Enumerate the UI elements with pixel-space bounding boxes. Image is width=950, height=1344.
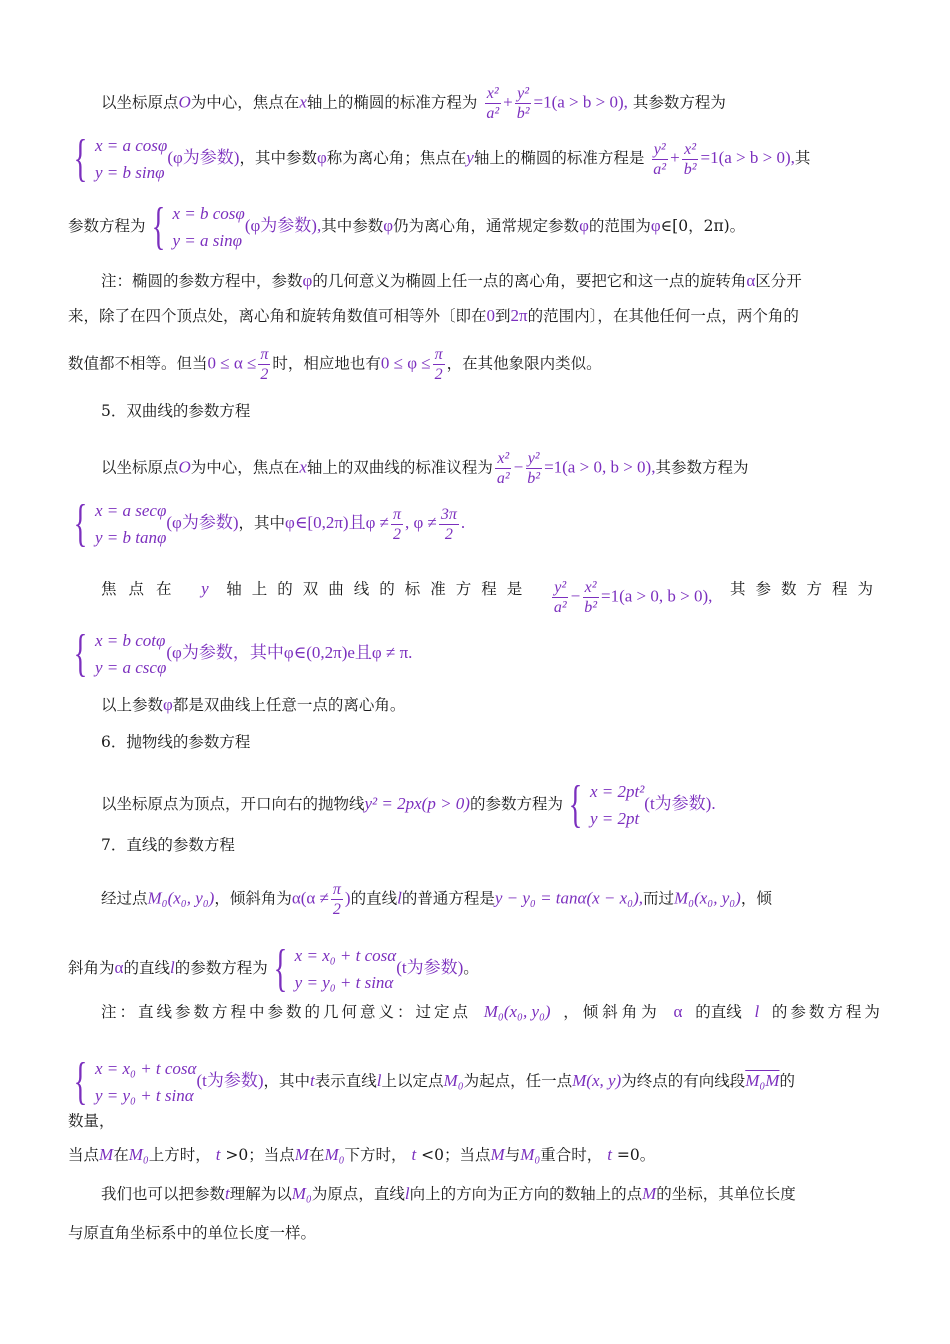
text: ，倾斜角为 — [563, 1003, 661, 1021]
hyperbola-note — [101, 694, 883, 716]
var-phi: φ — [579, 216, 589, 235]
var-l: l — [397, 888, 402, 908]
text: 轴上的椭圆的标准方程为 — [306, 93, 478, 112]
param-note: (φ为参数) — [166, 513, 239, 532]
text: 当点 — [68, 1146, 100, 1164]
text: =0。 — [616, 1146, 656, 1164]
point-M0: M₀ — [443, 1071, 464, 1090]
equation-tail: =1(a > b > 0), — [533, 92, 628, 112]
param-note: (t为参数). — [644, 794, 716, 813]
text: 的坐标，其单位长度 — [656, 1185, 796, 1203]
line-param-line — [68, 942, 883, 996]
text: 为起点，任一点 — [463, 1072, 573, 1090]
text: 为中心，焦点在 — [190, 458, 300, 477]
text: 在 — [308, 1146, 325, 1164]
var-phi: φ — [316, 148, 327, 167]
line-note-1 — [101, 1001, 883, 1023]
text: 的范围为 — [588, 217, 651, 235]
var-x: x — [299, 457, 307, 477]
text: 重合时， — [540, 1146, 603, 1164]
parabola-equation: y² = 2px(p > 0) — [364, 794, 470, 813]
two-pi: 2π — [510, 306, 528, 325]
line-note-3: 数量， — [68, 1112, 115, 1130]
text: 以坐标原点 — [101, 458, 179, 477]
var-t: t — [607, 1145, 612, 1164]
var-t: t — [215, 1145, 221, 1164]
text: 到 — [495, 307, 511, 325]
hyperbola-param-line-2 — [68, 627, 883, 681]
point-M0: M₀ — [128, 1145, 149, 1164]
text: 注：直线参数方程中参数的几何意义：过定点 — [101, 1003, 472, 1021]
line-note-5 — [101, 1183, 883, 1205]
text: ，倾斜角为 — [214, 889, 292, 908]
text: 。 — [463, 959, 479, 977]
text: 的普通方程是 — [401, 889, 495, 908]
text: 的参数方程为 — [771, 1003, 883, 1021]
var-O: O — [178, 457, 191, 477]
text: 以坐标原点 — [101, 93, 179, 112]
fraction-pi-2: $\frac{\pi}{2}$ — [392, 505, 401, 543]
var-x: x — [299, 92, 307, 112]
period: . — [460, 513, 466, 532]
section-heading-5: 5．双曲线的参数方程 — [101, 402, 251, 420]
text: 为中心，焦点在 — [190, 93, 300, 112]
inequality-phi: 0 ≤ φ ≤ — [380, 353, 431, 373]
var-M: M — [490, 1145, 505, 1164]
point-M0: M₀ — [324, 1145, 345, 1164]
text: ∈[0，2π)。 — [660, 217, 746, 235]
var-phi: φ — [383, 216, 394, 235]
fraction-x2-b2: $\frac{\text{x²}}{\text{b²}}$ — [683, 140, 697, 178]
text: 时，相应地也有 — [272, 354, 381, 373]
text: 经过点 — [101, 889, 148, 908]
text: ，倾 — [740, 889, 772, 908]
hyperbola-param-line — [68, 497, 883, 551]
note-line-1 — [101, 270, 883, 292]
text: 我们也可以把参数 — [101, 1185, 226, 1203]
var-t: t — [225, 1184, 230, 1203]
text: 仍为离心角，通常规定参数 — [393, 217, 580, 235]
text: 其参数方程为 — [729, 580, 883, 598]
text: 其 — [794, 149, 811, 167]
text: 其参数方程为 — [655, 458, 749, 477]
text: 的几何意义为椭圆上任一点的离心角，要把它和这一点的旋转角 — [312, 272, 747, 290]
var-alpha: α — [114, 958, 124, 977]
text: 轴上的双曲线的标准议程为 — [306, 458, 493, 477]
point-M: M(x, y) — [572, 1071, 622, 1090]
parabola-line — [101, 778, 883, 832]
section-heading-7: 7．直线的参数方程 — [101, 836, 235, 854]
note-line-3 — [68, 345, 883, 384]
text: 以坐标原点为顶点，开口向右的抛物线 — [101, 795, 365, 813]
vector-M0M: M₀M — [745, 1071, 780, 1090]
text: 区分开 — [755, 272, 802, 290]
text: 轴上的双曲线的标准方程是 — [226, 580, 533, 598]
text: ，其中 — [263, 1072, 311, 1090]
point-M0: M₀(x₀, y₀) — [674, 888, 741, 908]
condition: φ∈[0,2π)且φ ≠ — [285, 513, 389, 532]
fraction-x2-b2: $\frac{\text{x²}}{\text{b²}}$ — [584, 579, 597, 616]
text: 焦点在 — [101, 580, 184, 598]
param-system: { x = x₀ + t cosα y = y₀ + t sinα — [73, 1053, 197, 1110]
var-l: l — [404, 1184, 410, 1203]
fraction-x2-a2: $\frac{\text{x²}}{\text{a²}}$ — [496, 450, 510, 487]
text: 轴上的椭圆的标准方程是 — [473, 149, 645, 167]
text: <0；当点 — [421, 1146, 491, 1164]
param-system: { x = x₀ + t cosα y = y₀ + t sinα — [273, 940, 397, 997]
text: 参数方程为 — [68, 217, 146, 235]
var-l: l — [754, 1002, 760, 1021]
var-O: O — [178, 92, 191, 112]
line-note-6: 与原直角坐标系中的单位长度一样。 — [68, 1224, 317, 1242]
var-l: l — [376, 1071, 382, 1090]
text: 斜角为 — [68, 959, 115, 977]
equation-tail: =1(a > 0, b > 0), — [601, 586, 713, 606]
param-system: { x = 2pt² y = 2pt — [568, 776, 645, 833]
text: 与 — [504, 1146, 521, 1164]
param-note: (φ为参数，其中φ∈(0,2π)e且φ ≠ π. — [166, 643, 413, 662]
text: 下方时， — [344, 1146, 407, 1164]
text: 的直线 — [695, 1003, 742, 1021]
text: >0；当点 — [225, 1146, 295, 1164]
ellipse-intro-line: 以坐标原点O为中心，焦点在x轴上的椭圆的标准方程为 $\frac{\text{x²}}{\text{a²}}$ + $\frac{\text{y²}}{\text{b²}}$ =1(a > b > 0), 其参数方程为 — [101, 85, 726, 122]
fraction-3pi-2: $\frac{3\pi}{2}$ — [440, 505, 457, 543]
text: 的参数方程为 — [174, 959, 268, 977]
var-phi: φ — [650, 216, 661, 235]
text: 其中参数 — [321, 217, 384, 235]
var-y: y — [466, 148, 474, 167]
param-note: (t为参数) — [196, 1071, 264, 1090]
point-M0: M₀ — [520, 1145, 541, 1164]
param-note: (φ为参数), — [244, 216, 322, 235]
point-M0: M₀(x₀, y₀) — [483, 1002, 551, 1021]
text: 来，除了在四个顶点处，离心角和旋转角数值可相等外〔即在 — [68, 307, 487, 325]
text: 为原点，直线 — [311, 1185, 405, 1203]
var-t: t — [411, 1145, 417, 1164]
note-line-2 — [68, 305, 883, 327]
text: 以上参数 — [101, 696, 164, 714]
text: 其参数方程为 — [632, 93, 726, 112]
var-l: l — [169, 958, 175, 977]
fraction-y2-b2: $\frac{\text{y²}}{\text{b²}}$ — [527, 450, 541, 487]
equation-tail: =1(a > b > 0), — [700, 148, 795, 167]
inequality-alpha: 0 ≤ α ≤ — [207, 353, 257, 373]
fraction-y2-b2: $\frac{\text{y²}}{\text{b²}}$ — [516, 85, 530, 122]
fraction-pi-2: $\frac{\pi}{2}$ — [434, 346, 443, 383]
text: 理解为以 — [229, 1185, 292, 1203]
text: ，在其他象限内类似。 — [446, 354, 602, 373]
text: 的直线 — [123, 959, 170, 977]
hyperbola-y-line: 焦点在 y 轴上的双曲线的标准方程是 $\frac{\text{y²}}{\text{a²}}$ − $\frac{\text{x²}}{\text{b²}}$ =1(a > 0, b > 0), 其参数方程为 — [101, 579, 883, 616]
fraction-y2-a2: $\frac{\text{y²}}{\text{a²}}$ — [653, 140, 667, 178]
text: 数值都不相等。但当 — [68, 354, 208, 373]
alpha-condition: α(α ≠ — [291, 888, 329, 908]
var-phi: φ — [163, 695, 173, 714]
zero: 0 — [486, 306, 496, 325]
text: 在 — [113, 1146, 129, 1164]
var-alpha: α — [673, 1002, 683, 1021]
line-equation: y − y₀ = tanα(x − x₀), — [494, 888, 643, 908]
point-M0: M₀(x₀, y₀) — [147, 888, 215, 908]
text: 的参数方程为 — [469, 795, 563, 813]
ellipse-param-line-2 — [68, 200, 883, 254]
var-phi: φ — [302, 271, 313, 290]
param-system: { x = b cotφ y = a cscφ — [73, 625, 167, 682]
text: 表示直线 — [314, 1072, 377, 1090]
text: ，其中参数 — [239, 149, 317, 167]
fraction-pi-2: $\frac{\pi}{2}$ — [260, 346, 269, 383]
point-M0: M₀ — [291, 1184, 312, 1203]
fraction-y2-a2: $\frac{\text{y²}}{\text{a²}}$ — [553, 579, 567, 616]
var-M: M — [642, 1184, 657, 1203]
fraction-pi-2: $\frac{\pi}{2}$ — [332, 881, 341, 918]
param-system: { x = b cosφ y = a sinφ — [151, 198, 245, 255]
text: 称为离心角；焦点在 — [326, 149, 467, 167]
line-note-2 — [68, 1055, 883, 1109]
text: 的直线 — [350, 889, 398, 908]
line-note-4 — [68, 1144, 883, 1166]
text: 上以定点 — [381, 1072, 444, 1090]
ellipse-param-line: { x = a cosφ y = b sinφ (φ为参数)，其中参数φ称为离心角；焦点在y轴上的椭圆的标准方程是 $\frac{\text{y²}}{\text{a²}}$ + $\frac{\text{x²}}{\text{b²}}$ =1(a > b > 0),其 — [68, 132, 883, 186]
var-alpha: α — [746, 271, 756, 290]
text: 的范围内〕，在其他任何一点，两个角的 — [527, 307, 799, 325]
condition: , φ ≠ — [405, 513, 437, 532]
var-t: t — [310, 1071, 315, 1090]
text: 的 — [779, 1072, 795, 1090]
param-note: (φ为参数) — [167, 148, 240, 167]
text: 而过 — [643, 889, 675, 908]
line-intro: 经过点M₀(x₀, y₀)，倾斜角为α(α ≠ $\frac{\pi}{2}$ )的直线l的普通方程是y − y₀ = tanα(x − x₀),而过M₀(x₀, y₀)，倾 — [101, 881, 772, 918]
fraction-x2-a2: $\frac{\text{x²}}{\text{a²}}$ — [486, 85, 500, 122]
text: ，其中 — [238, 514, 286, 532]
param-system: { x = a cosφ y = b sinφ — [73, 130, 168, 187]
text: 都是双曲线上任意一点的离心角。 — [172, 696, 406, 714]
param-system: { x = a secφ y = b tanφ — [73, 495, 167, 552]
text: 为终点的有向线段 — [621, 1072, 746, 1090]
equation-tail: =1(a > 0, b > 0), — [544, 457, 656, 477]
var-y: y — [201, 579, 209, 598]
text: 上方时， — [148, 1146, 211, 1164]
hyperbola-intro-line: 以坐标原点O为中心，焦点在x轴上的双曲线的标准议程为 $\frac{\text{x²}}{\text{a²}}$ − $\frac{\text{y²}}{\text{b²}}$ =1(a > 0, b > 0),其参数方程为 — [101, 450, 749, 487]
var-M: M — [99, 1145, 114, 1164]
var-M: M — [294, 1145, 309, 1164]
section-heading-6: 6．抛物线的参数方程 — [101, 733, 251, 751]
param-note: (t为参数) — [396, 958, 464, 977]
text: 向上的方向为正方向的数轴上的点 — [409, 1185, 643, 1203]
text: 注：椭圆的参数方程中，参数 — [101, 272, 303, 290]
